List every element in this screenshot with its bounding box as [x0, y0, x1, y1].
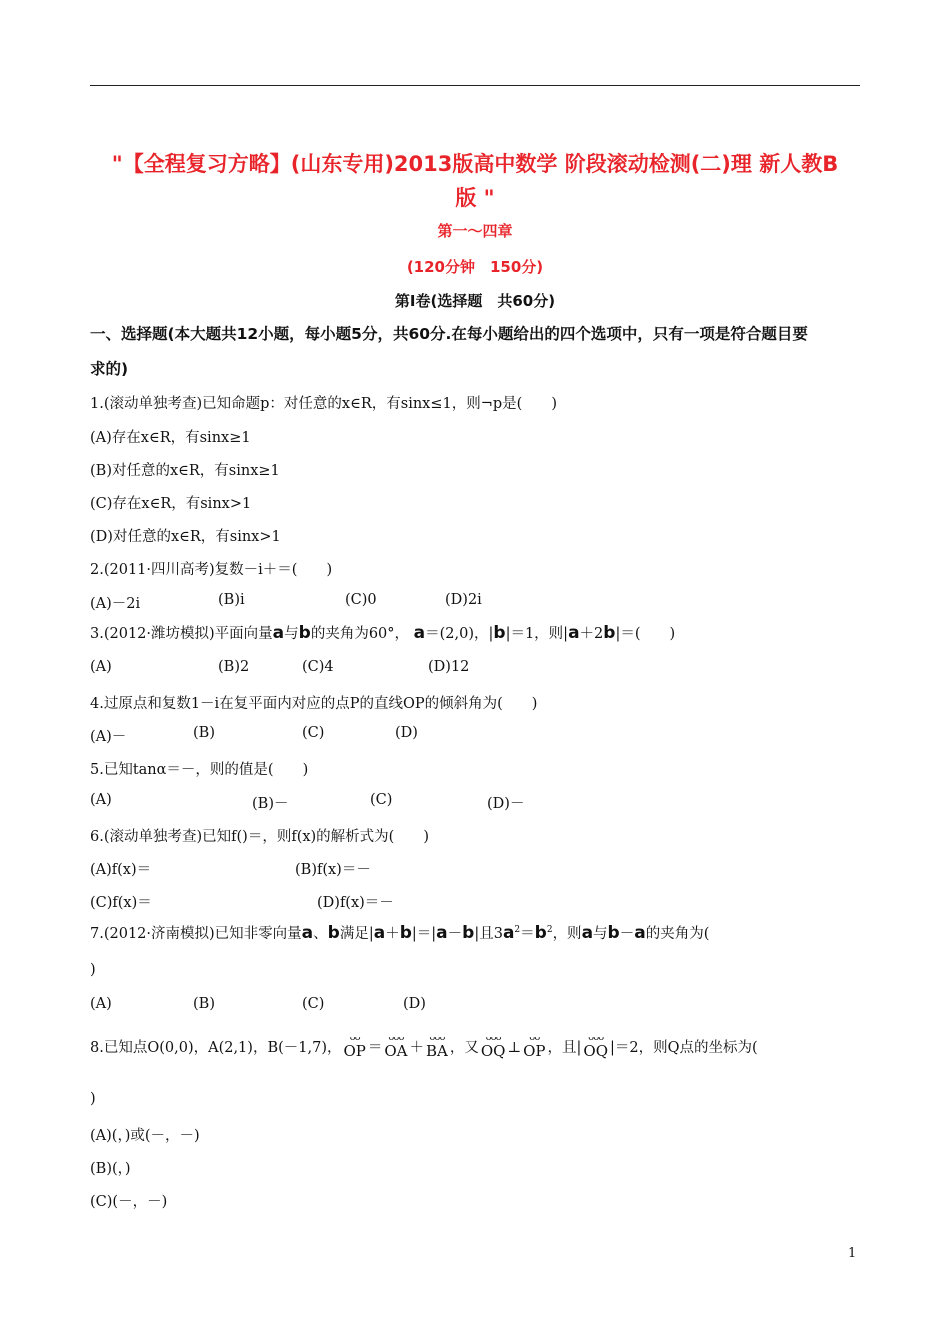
q5-option-b: (B)－	[252, 796, 289, 812]
q7-stem-continued: )	[90, 962, 96, 978]
q6-option-a: (A)f(x)＝	[90, 862, 152, 878]
doc-title-line1: "【全程复习方略】(山东专用)2013版高中数学 阶段滚动检测(二)理 新人教B	[111, 152, 839, 176]
section-instructions-2: 求的)	[90, 360, 129, 378]
doc-title-line2: 版 "	[455, 186, 495, 210]
q3-option-a: (A)	[90, 659, 112, 675]
q3-option-b: (B)2	[218, 659, 250, 675]
q1-option-c: (C)存在x∈R，有sinx>1	[90, 496, 252, 512]
q5-option-d: (D)－	[487, 796, 525, 812]
q1-option-d: (D)对任意的x∈R，有sinx>1	[90, 529, 281, 545]
q2-option-b: (B)i	[218, 592, 245, 608]
volume-heading: 第Ⅰ卷(选择题 共60分)	[394, 292, 556, 310]
q6-option-c: (C)f(x)＝	[90, 895, 152, 911]
q4-option-c: (C)	[302, 725, 325, 741]
q2-option-a: (A)－2i	[90, 596, 141, 612]
q7-stem: 7.(2012·济南模拟)已知非零向量a、b满足|a＋b|＝|a－b|且$3a^2=b^2$，则a与b－a的夹角为(	[90, 923, 710, 943]
q8-option-c: (C)(－，－)	[90, 1194, 168, 1210]
q6-option-b: (B)f(x)＝－	[295, 862, 371, 878]
q3-option-d: (D)12	[428, 659, 470, 675]
q2-option-d: (D)2i	[445, 592, 482, 608]
q7-option-c: (C)	[302, 996, 325, 1012]
page-number: 1	[848, 1246, 857, 1261]
q7-option-b: (B)	[193, 996, 215, 1012]
q3-stem: 3.(2012·潍坊模拟)平面向量a与b的夹角为60°， a＝(2,0)，|b|＝1，则|a＋2b|＝( )	[90, 623, 676, 643]
q5-option-c: (C)	[370, 792, 393, 808]
q8-option-a: (A)(，)或(－，－)	[90, 1128, 200, 1144]
q1-option-b: (B)对任意的x∈R，有sinx≥1	[90, 463, 280, 479]
q7-option-d: (D)	[403, 996, 426, 1012]
q4-option-a: (A)－	[90, 729, 127, 745]
time-score: (120分钟 150分)	[406, 258, 544, 276]
q8-option-b: (B)(，)	[90, 1161, 131, 1177]
q2-stem: 2.(2011·四川高考)复数－i＋＝( )	[90, 562, 333, 578]
q4-option-d: (D)	[395, 725, 418, 741]
q4-stem: 4.过原点和复数1－i在复平面内对应的点P的直线OP的倾斜角为( )	[90, 696, 538, 712]
q6-option-d: (D)f(x)＝－	[317, 895, 394, 911]
q6-stem: 6.(滚动单独考查)已知f()＝，则f(x)的解析式为( )	[90, 829, 429, 845]
q2-option-c: (C)0	[345, 592, 377, 608]
q8-stem: 8.已知点O(0,0)，A(2,1)，B(－1,7)， ᴗᴗ OP ＝ ᴗᴗᴗ OA ＋ ᴗᴗᴗ BA ，又 ᴗᴗᴗ OQ ⊥ ᴗᴗ OP ，且| ᴗᴗᴗ OQ |＝2，则Q点的坐标为(	[90, 1032, 758, 1060]
q1-stem: 1.(滚动单独考查)已知命题p：对任意的x∈R，有sinx≤1，则¬p是( )	[90, 396, 557, 412]
chapter-scope: 第一～四章	[437, 222, 513, 240]
q4-option-b: (B)	[193, 725, 215, 741]
q3-option-c: (C)4	[302, 659, 334, 675]
header-rule	[90, 85, 860, 86]
q1-option-a: (A)存在x∈R，有sinx≥1	[90, 430, 251, 446]
q8-stem-continued: )	[90, 1091, 96, 1107]
q5-option-a: (A)	[90, 792, 112, 808]
q5-stem: 5.已知tanα＝－，则的值是( )	[90, 762, 309, 778]
q7-option-a: (A)	[90, 996, 112, 1012]
section-instructions-1: 一、选择题(本大题共12小题，每小题5分，共60分.在每小题给出的四个选项中，只有一项是符合题目要	[90, 325, 808, 343]
